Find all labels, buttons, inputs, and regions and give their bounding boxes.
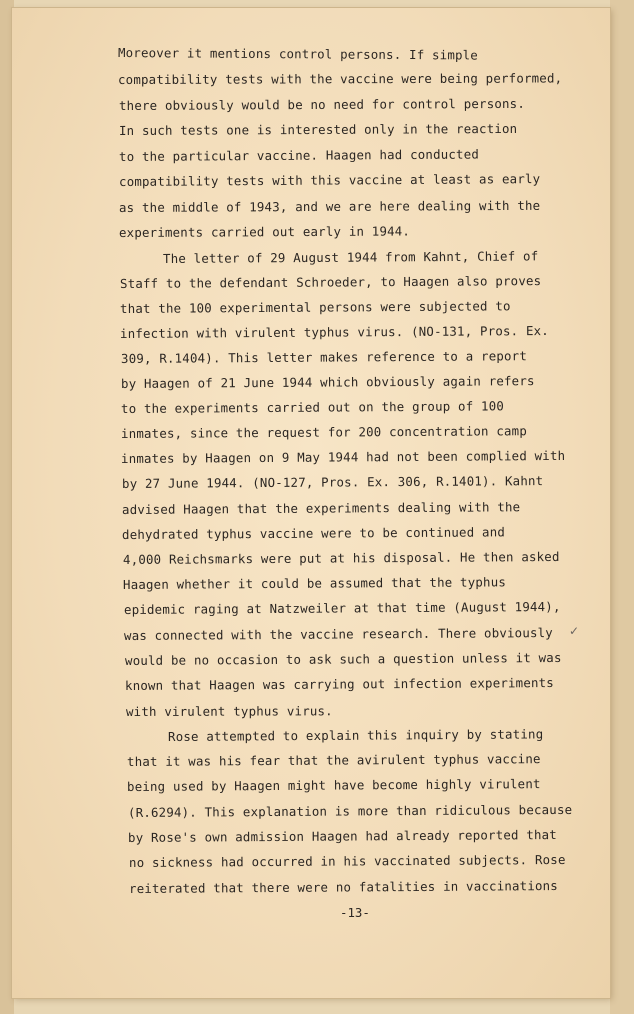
text-line: Moreover it mentions control persons. If simple	[117, 45, 479, 63]
text-line: Rose attempted to explain this inquiry by stating	[167, 726, 544, 744]
text-line: infection with virulent typhus virus. (NO-131, Pros. Ex.	[119, 323, 549, 341]
text-line: with virulent typhus virus.	[125, 703, 333, 719]
text-line: by Rose's own admission Haagen had already reported that	[127, 827, 557, 845]
document-page	[12, 8, 610, 998]
text-line: reiterated that there were no fatalities in vaccinations	[128, 878, 558, 896]
text-line: 309, R.1404). This letter makes reference to a report	[120, 348, 528, 366]
text-line: as the middle of 1943, and we are here dealing with the	[118, 197, 541, 215]
text-line: inmates by Haagen on 9 May 1944 had not been complied with	[120, 447, 566, 466]
text-line: was connected with the vaccine research. There obviously	[123, 625, 553, 643]
text-line: known that Haagen was carrying out infection experiments	[124, 675, 554, 693]
page-number: -13-	[340, 905, 370, 920]
text-line: that it was his fear that the avirulent typhus vaccine	[126, 751, 541, 769]
text-line: to the experiments carried out on the group of 100	[120, 398, 505, 416]
text-line: compatibility tests with the vaccine were being performed,	[117, 70, 563, 87]
text-line: no sickness had occurred in his vaccinated subjects. Rose	[128, 851, 566, 870]
text-line: advised Haagen that the experiments dealing with the	[121, 499, 521, 517]
text-line: Staff to the defendant Schroeder, to Haagen also proves	[119, 273, 542, 291]
text-line: compatibility tests with this vaccine at least as early	[118, 171, 541, 189]
text-line: being used by Haagen might have become highly virulent	[126, 776, 541, 794]
text-line: that the 100 experimental persons were subjected to	[119, 298, 511, 316]
text-line: Haagen whether it could be assumed that the typhus	[122, 574, 507, 592]
text-line: experiments carried out early in 1944.	[118, 223, 411, 240]
margin-check-mark: ✓	[569, 624, 580, 638]
text-line: inmates, since the request for 200 concentration camp	[120, 423, 528, 441]
text-line: there obviously would be no need for control persons.	[118, 95, 526, 113]
text-line: dehydrated typhus vaccine were to be continued and	[121, 524, 506, 542]
text-line: by 27 June 1944. (NO-127, Pros. Ex. 306, R.1401). Kahnt	[121, 473, 544, 491]
paper-edge-right	[610, 0, 634, 1014]
text-line: In such tests one is interested only in the reaction	[118, 120, 518, 138]
text-line: (R.6294). This explanation is more than ridiculous because	[127, 801, 573, 820]
text-line: by Haagen of 21 June 1944 which obviously again refers	[120, 373, 535, 391]
text-line: would be no occasion to ask such a question unless it was	[124, 649, 562, 668]
text-line: The letter of 29 August 1944 from Kahnt, Chief of	[162, 248, 539, 266]
text-line: to the particular vaccine. Haagen had conducted	[118, 146, 480, 164]
text-line: epidemic raging at Natzweiler at that time (August 1944),	[123, 598, 561, 617]
text-line: 4,000 Reichsmarks were put at his disposal. He then asked	[122, 548, 560, 567]
